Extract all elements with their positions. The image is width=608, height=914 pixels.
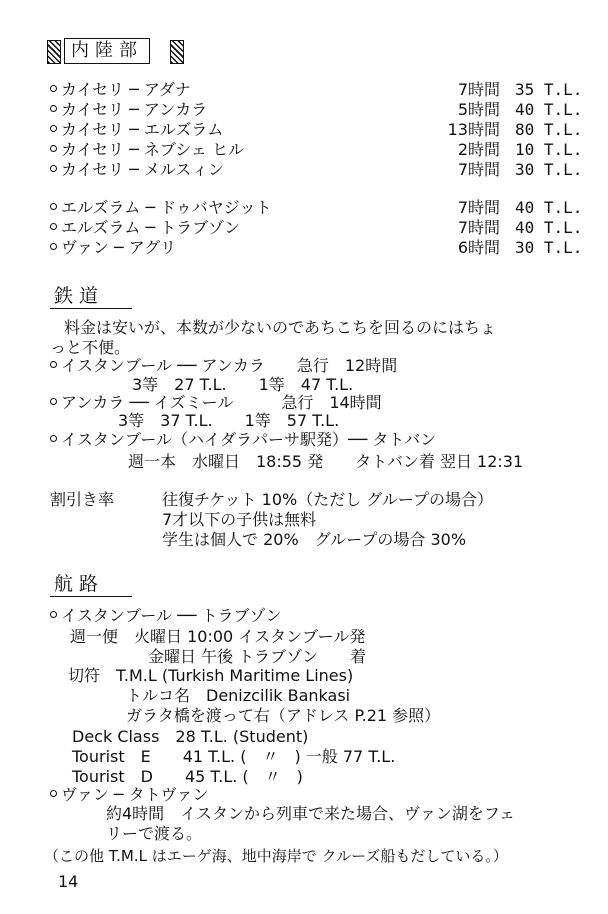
bullet-icon (50, 125, 57, 132)
railway-intro: 料金は安いが、本数が少ないのであちこちを回るのにはちょ (64, 318, 497, 337)
list-item: カイセリ ─ メルスィン (50, 160, 224, 180)
sea-line: Tourist E 41 T.L. ( 〃 ) 一般 77 T.L. (72, 747, 396, 766)
fare: 30 T.L. (515, 238, 583, 257)
bullet-icon (50, 243, 57, 250)
sea-line: 週一便 火曜日 10:00 イスタンブール発 (70, 627, 366, 646)
duration: 7時間 (457, 80, 500, 99)
fare: 40 T.L. (515, 198, 583, 217)
discount-line: 往復チケット 10%（ただし グループの場合） (162, 490, 494, 509)
section-title-searoutes: 航 路 (50, 572, 132, 597)
sea-line: リーで渡る。 (106, 824, 203, 843)
sea-line: 金曜日 午後 トラブゾン 着 (148, 647, 367, 666)
list-item: カイセリ ─ アダナ (50, 80, 191, 100)
rail-route: イスタンブール ── アンカラ 急行 12時間 (50, 356, 397, 376)
sea-route: イスタンブール ── トラブゾン (50, 606, 281, 626)
list-item: ヴァン ─ アグリ (50, 238, 176, 258)
railway-intro-cont: っと不便。 (50, 338, 131, 357)
sea-line: 切符 T.M.L (Turkish Maritime Lines) (68, 666, 354, 685)
fare: 10 T.L. (515, 140, 583, 159)
sea-note: （この他 T.M.L はエーゲ海、地中海岸で クルーズ船もだしている。） (44, 847, 508, 865)
fare: 80 T.L. (515, 120, 583, 139)
bullet-icon (50, 398, 57, 405)
section-title-railway: 鉄 道 (50, 284, 132, 309)
fare: 30 T.L. (515, 160, 583, 179)
sea-line: 約4時間 イスタンから列車で来た場合、ヴァン湖をフェ (106, 804, 516, 823)
duration: 7時間 (457, 198, 500, 217)
list-item: カイセリ ─ ネブシェ ヒル (50, 140, 244, 160)
discount-label: 割引き率 (50, 490, 115, 509)
sea-line: Tourist D 45 T.L. ( 〃 ) (72, 767, 303, 786)
list-item: エルズラム ─ トラブゾン (50, 218, 240, 238)
fare: 40 T.L. (515, 100, 583, 119)
bullet-icon (50, 165, 57, 172)
bullet-icon (50, 435, 57, 442)
fare: 40 T.L. (515, 218, 583, 237)
list-item: カイセリ ─ エルズラム (50, 120, 223, 140)
duration: 7時間 (457, 218, 500, 237)
bullet-icon (50, 145, 57, 152)
bullet-icon (50, 361, 57, 368)
duration: 7時間 (457, 160, 500, 179)
bullet-icon (50, 611, 57, 618)
duration: 13時間 (447, 120, 500, 139)
duration: 2時間 (457, 140, 500, 159)
sea-line: ガラタ橋を渡って右（アドレス P.21 参照） (126, 706, 441, 725)
bullet-icon (50, 105, 57, 112)
bullet-icon (50, 85, 57, 92)
rail-fare: 3等 37 T.L. 1等 57 T.L. (118, 411, 340, 430)
section-title-inland: 内陸部 (64, 38, 150, 64)
duration: 5時間 (457, 100, 500, 119)
discount-line: 学生は個人で 20% グループの場合 30% (162, 530, 467, 549)
bullet-icon (50, 223, 57, 230)
rail-fare: 3等 27 T.L. 1等 47 T.L. (132, 375, 354, 394)
sea-line: Deck Class 28 T.L. (Student) (72, 727, 309, 746)
bullet-icon (50, 790, 57, 797)
page-number: 14 (58, 872, 79, 891)
bullet-icon (50, 203, 57, 210)
rail-route: イスタンブール（ハイダラパーサ駅発）── タトバン (50, 430, 436, 450)
sea-route: ヴァン ─ タトヴァン (50, 785, 209, 805)
discount-line: 7才以下の子供は無料 (162, 510, 317, 529)
duration: 6時間 (457, 238, 500, 257)
rail-route: アンカラ ── イズミール 急行 14時間 (50, 393, 382, 413)
list-item: エルズラム ─ ドゥバヤジット (50, 198, 272, 218)
rail-schedule: 週一本 水曜日 18:55 発 タトバン着 翌日 12:31 (128, 452, 524, 471)
sea-line: トルコ名 Denizcilik Bankasi (126, 686, 351, 705)
hatch-mark-right (170, 40, 184, 64)
hatch-mark-left (47, 40, 61, 64)
fare: 35 T.L. (515, 80, 583, 99)
list-item: カイセリ ─ アンカラ (50, 100, 207, 120)
